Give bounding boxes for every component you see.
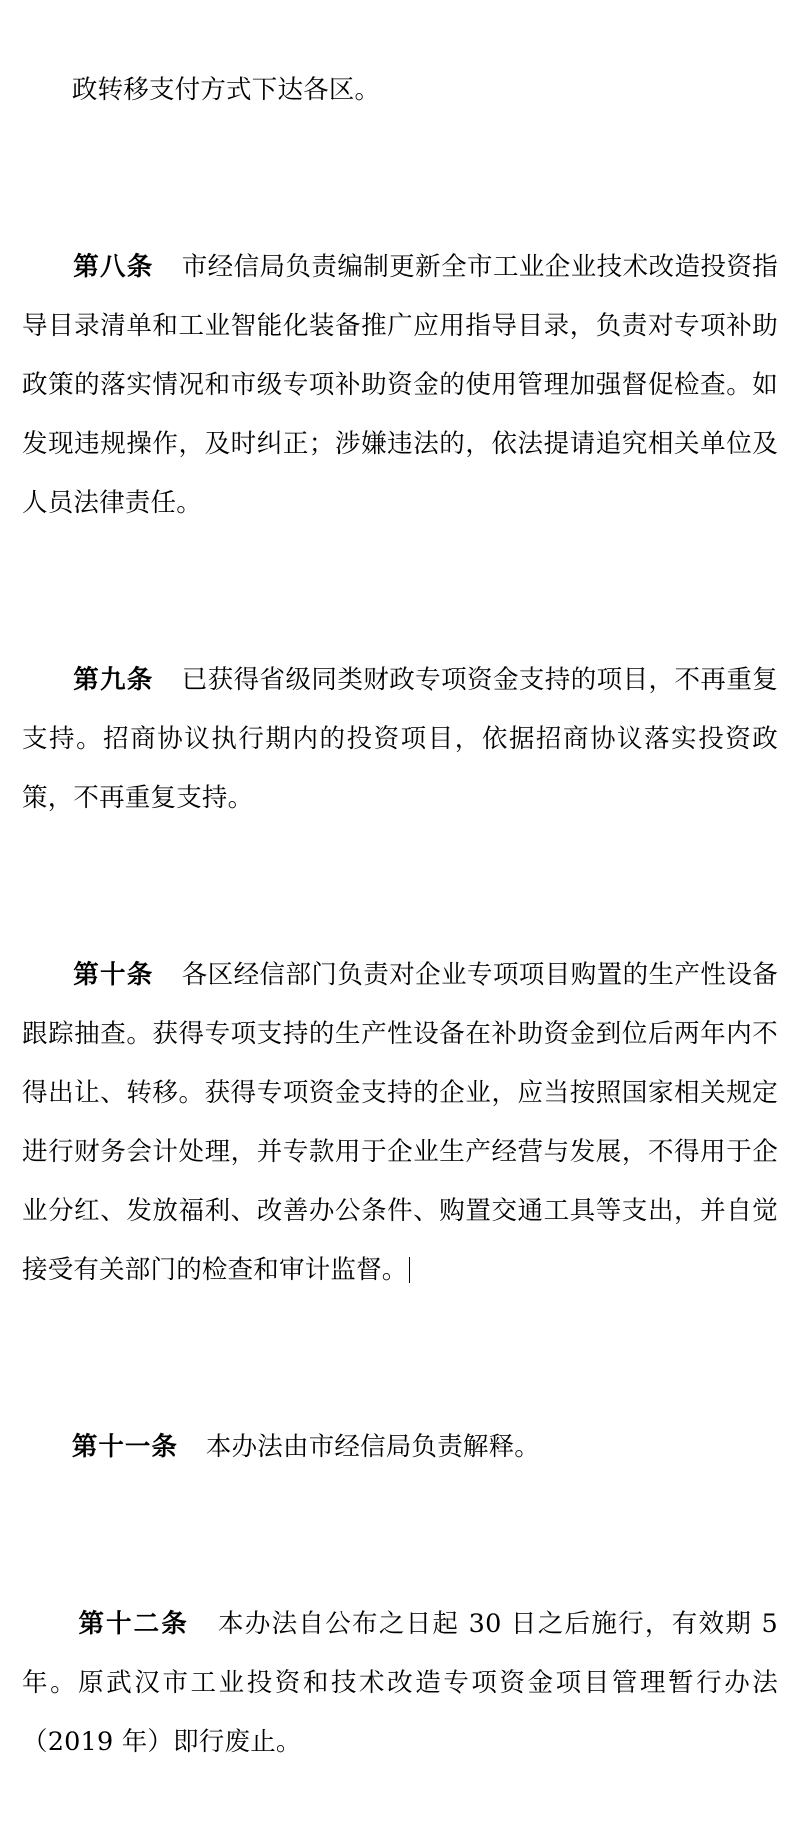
document-body: [22, 0, 787, 1831]
article-11: [22, 1359, 778, 1536]
article-12: [22, 1536, 787, 1831]
article-heading: 第十一条: [71, 1432, 178, 1462]
article-text: 本办法自公布之日起 30 日之后施行，有效期 5 年。原武汉市工业投资和技术改造专项资金项目管理暂行办法（2019 年）即行废止。: [22, 1609, 787, 1757]
article-heading: 第十条: [73, 960, 154, 990]
article-text: 各区经信部门负责对企业专项项目购置的生产性设备跟踪抽查。获得专项支持的生产性设备在补助资金到位后两年内不得出让、转移。获得专项资金支持的企业，应当按照国家相关规定进行财务会计处理，并专款用于企业生产经营与发展，不得用于企业分红、发放福利、改善办公条件、购置交通工具等支出，并自觉接受有关部门的检查和审计监督。: [22, 960, 778, 1285]
article-heading: 第八条: [73, 252, 154, 282]
article-text: 本办法由市经信局负责解释。: [205, 1432, 541, 1462]
article-heading: 第十二条: [78, 1609, 189, 1639]
article-heading: 第九条: [73, 665, 154, 695]
article-10: [22, 887, 778, 1359]
text-cursor: [409, 1257, 410, 1283]
paragraph-continued: [22, 2, 778, 179]
paragraph-text: 政转移支付方式下达各区。: [71, 75, 381, 105]
article-8: [22, 179, 778, 592]
article-text: 市经信局负责编制更新全市工业企业技术改造投资指导目录清单和工业智能化装备推广应用指导目录，负责对专项补助政策的落实情况和市级专项补助资金的使用管理加强督促检查。如发现违规操作，及时纠正；涉嫌违法的，依法提请追究相关单位及人员法律责任。: [22, 252, 778, 518]
article-text: 已获得省级同类财政专项资金支持的项目，不再重复支持。招商协议执行期内的投资项目，依据招商协议落实投资政策，不再重复支持。: [22, 665, 778, 813]
article-9: [22, 592, 778, 887]
